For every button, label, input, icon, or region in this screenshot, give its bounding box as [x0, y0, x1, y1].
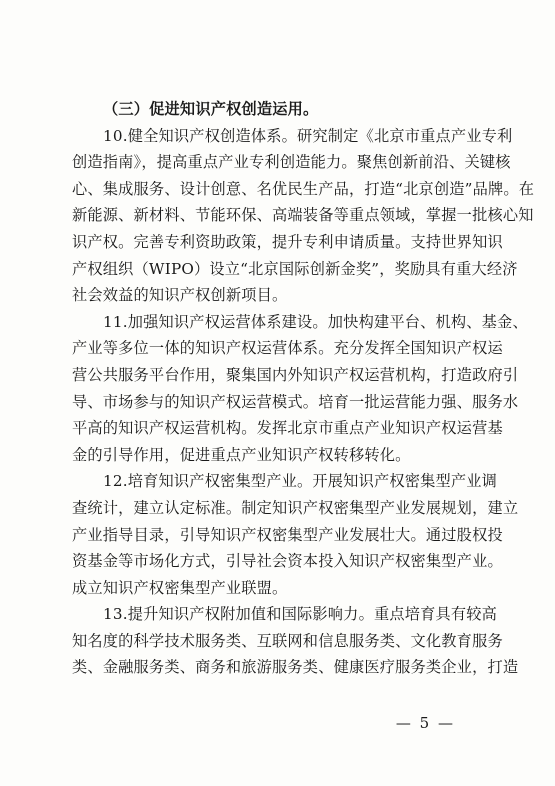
- paragraph-10-line-2: 创造指南》，提高重点产业专利创造能力。聚焦创新前沿、关键核: [72, 153, 511, 172]
- paragraph-11-line-5: 平高的知识产权运营机构。发挥北京市重点产业知识产权运营基: [72, 419, 503, 438]
- paragraph-10-line-3: 心、集成服务、设计创意、名优民生产品，打造“北京创造”品牌。在: [72, 179, 535, 198]
- paragraph-11-line-6: 金的引导作用，促进重点产业知识产权转移转化。: [72, 445, 411, 464]
- paragraph-12-line-1: 12.培育知识产权密集型产业。开展知识产权密集型产业调: [103, 472, 498, 491]
- paragraph-11-line-4: 导、市场参与的知识产权运营模式。培育一批运营能力强、服务水: [72, 392, 519, 411]
- paragraph-10-line-7: 社会效益的知识产权创新项目。: [72, 286, 288, 305]
- paragraph-10-line-4: 新能源、新材料、节能环保、高端装备等重点领域，掌握一批核心知: [72, 206, 534, 225]
- paragraph-11-line-2: 产业等多位一体的知识产权运营体系。充分发挥全国知识产权运: [72, 339, 503, 358]
- paragraph-13-line-1: 13.提升知识产权附加值和国际影响力。重点培育具有较高: [103, 605, 498, 624]
- paragraph-12-line-3: 产业指导目录，引导知识产权密集型产业发展壮大。通过股权投: [72, 525, 503, 544]
- paragraph-13-line-3: 类、金融服务类、商务和旅游服务类、健康医疗服务类企业，打造: [72, 658, 519, 677]
- paragraph-11-line-3: 营公共服务平台作用，聚集国内外知识产权运营机构，打造政府引: [72, 365, 519, 384]
- paragraph-11-line-1: 11.加强知识产权运营体系建设。加快构建平台、机构、基金、: [103, 312, 528, 331]
- paragraph-12-line-2: 查统计，建立认定标准。制定知识产权密集型产业发展规划，建立: [72, 498, 519, 517]
- section-heading: （三）促进知识产权创造运用。: [103, 100, 319, 118]
- paragraph-12-line-5: 成立知识产权密集型产业联盟。: [72, 578, 288, 597]
- paragraph-10-line-5: 识产权。完善专利资助政策，提升专利申请质量。支持世界知识: [72, 232, 503, 251]
- document-body: [72, 96, 535, 681]
- paragraph-12-line-4: 资基金等市场化方式，引导社会资本投入知识产权密集型产业。: [72, 552, 503, 571]
- paragraph-13-line-2: 知名度的科学技术服务类、互联网和信息服务类、文化教育服务: [72, 631, 503, 650]
- paragraph-10-line-1: 10.健全知识产权创造体系。研究制定《北京市重点产业专利: [103, 126, 513, 145]
- paragraph-10-line-6: 产权组织（WIPO）设立“北京国际创新金奖”，奖励具有重大经济: [72, 259, 518, 278]
- page-number: — 5 —: [395, 714, 455, 732]
